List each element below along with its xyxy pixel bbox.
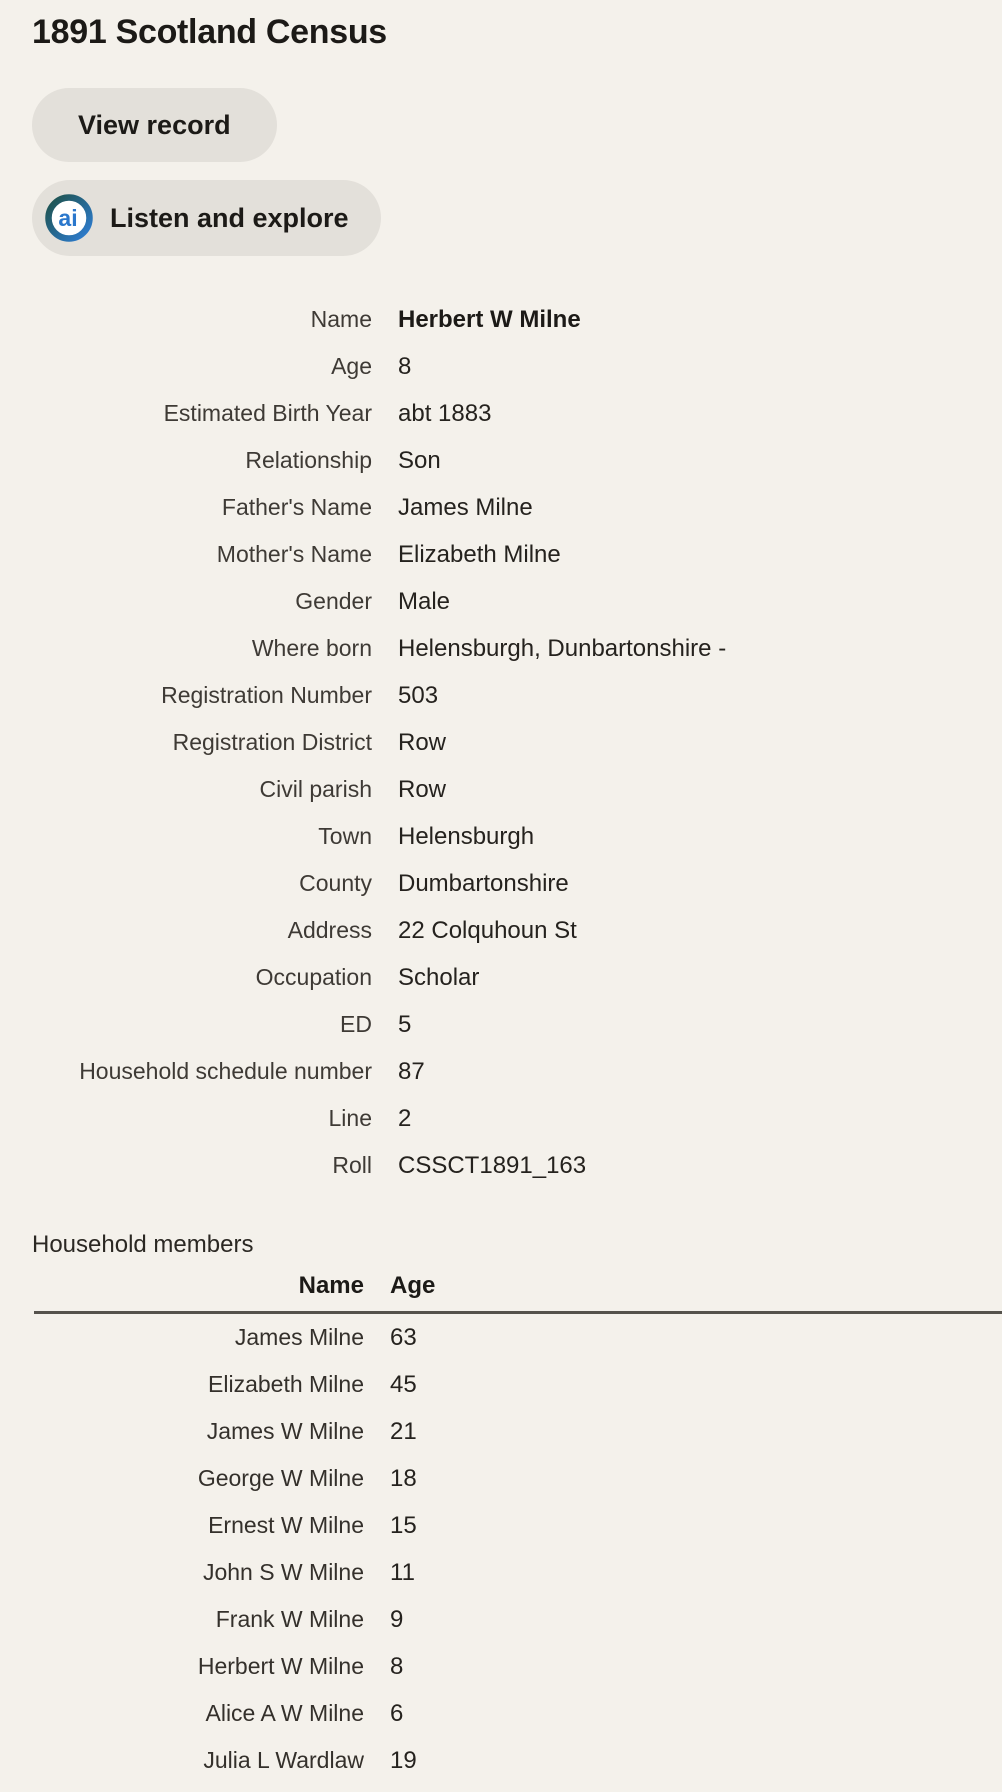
household-member-age: 63 — [390, 1323, 417, 1351]
household-member-name: Alice A W Milne — [205, 1700, 364, 1726]
record-field-label: Line — [328, 1105, 372, 1131]
household-member-row — [34, 1690, 1002, 1737]
record-field-value: 2 — [398, 1104, 412, 1132]
record-field-value: Elizabeth Milne — [398, 540, 561, 568]
record-field-value: Herbert W Milne — [398, 305, 581, 333]
record-field-value: 87 — [398, 1057, 425, 1085]
record-field-label: Mother's Name — [216, 541, 372, 567]
ai-icon-letters: ai — [58, 205, 78, 231]
household-member-name: Frank W Milne — [215, 1606, 364, 1632]
household-member-row — [34, 1408, 1002, 1455]
listen-and-explore-label: Listen and explore — [110, 202, 349, 233]
record-field-value: CSSCT1891_163 — [398, 1151, 587, 1179]
record-field-value: Son — [398, 446, 441, 474]
household-table-header — [34, 1261, 1002, 1314]
record-field-label: County — [299, 870, 372, 896]
household-member-name: Ernest W Milne — [208, 1512, 364, 1538]
record-field-value: 22 Colquhoun St — [398, 916, 577, 944]
household-member-name: Herbert W Milne — [197, 1653, 364, 1679]
household-member-age: 11 — [390, 1558, 415, 1586]
record-field-label: Occupation — [255, 964, 372, 990]
record-field-value: Scholar — [398, 963, 480, 991]
record-field-label: Age — [331, 353, 372, 379]
ai-icon — [45, 194, 93, 242]
record-field-label: Estimated Birth Year — [163, 400, 372, 426]
household-member-age: 15 — [390, 1511, 417, 1539]
listen-and-explore-button[interactable] — [32, 180, 381, 256]
record-field-value: 8 — [398, 352, 412, 380]
household-member-name: James W Milne — [206, 1418, 364, 1444]
record-field-label: ED — [340, 1011, 372, 1037]
household-rows — [34, 1314, 1002, 1784]
record-field-value: James Milne — [398, 493, 533, 521]
household-header-name: Name — [298, 1272, 364, 1299]
household-member-age: 45 — [390, 1370, 417, 1398]
record-field-label: Relationship — [245, 447, 372, 473]
household-member-name: John S W Milne — [202, 1559, 364, 1585]
record-field-label: Where born — [251, 635, 372, 661]
household-member-row — [34, 1549, 1002, 1596]
household-member-row — [34, 1737, 1002, 1784]
household-members-table — [34, 1261, 1002, 1784]
view-record-button[interactable] — [32, 88, 277, 162]
record-field-label: Registration District — [172, 729, 372, 755]
household-member-age: 18 — [390, 1464, 417, 1492]
household-header-age: Age — [390, 1272, 436, 1299]
household-member-name: Julia L Wardlaw — [203, 1747, 364, 1773]
household-members-heading: Household members — [32, 1231, 254, 1258]
household-member-age: 19 — [390, 1746, 417, 1774]
page-title: 1891 Scotland Census — [32, 13, 387, 51]
record-field-label: Roll — [332, 1152, 372, 1178]
household-member-name: Elizabeth Milne — [208, 1371, 364, 1397]
household-member-name: George W Milne — [197, 1465, 364, 1491]
record-field-label: Father's Name — [221, 494, 372, 520]
record-field-value: 503 — [398, 681, 439, 709]
record-field-label: Town — [318, 823, 372, 849]
household-member-row — [34, 1643, 1002, 1690]
record-field-value: abt 1883 — [398, 399, 492, 427]
household-member-row — [34, 1455, 1002, 1502]
household-member-age: 9 — [390, 1605, 404, 1633]
record-field-value: Dumbartonshire — [398, 869, 569, 897]
record-field-value: Row — [398, 775, 447, 803]
record-field-label: Household schedule number — [79, 1058, 372, 1084]
household-member-row — [34, 1361, 1002, 1408]
household-member-name: James Milne — [234, 1324, 364, 1350]
record-field-label: Registration Number — [161, 682, 372, 708]
household-member-row — [34, 1596, 1002, 1643]
household-member-age: 6 — [390, 1699, 404, 1727]
record-field-label: Address — [287, 917, 372, 943]
record-field-label: Name — [310, 306, 372, 332]
record-field-value: 5 — [398, 1010, 412, 1038]
household-member-age: 21 — [390, 1417, 417, 1445]
record-field-value: Helensburgh — [398, 822, 535, 850]
view-record-label: View record — [78, 109, 231, 140]
household-member-age: 8 — [390, 1652, 404, 1680]
household-member-row — [34, 1502, 1002, 1549]
record-field-value: Helensburgh, Dunbartonshire - — [398, 634, 727, 662]
household-member-row — [34, 1314, 1002, 1361]
record-field-value: Male — [398, 587, 451, 615]
record-field-value: Row — [398, 728, 447, 756]
record-field-label: Gender — [295, 588, 372, 614]
record-fields — [0, 296, 1002, 1189]
record-field-label: Civil parish — [259, 776, 372, 802]
